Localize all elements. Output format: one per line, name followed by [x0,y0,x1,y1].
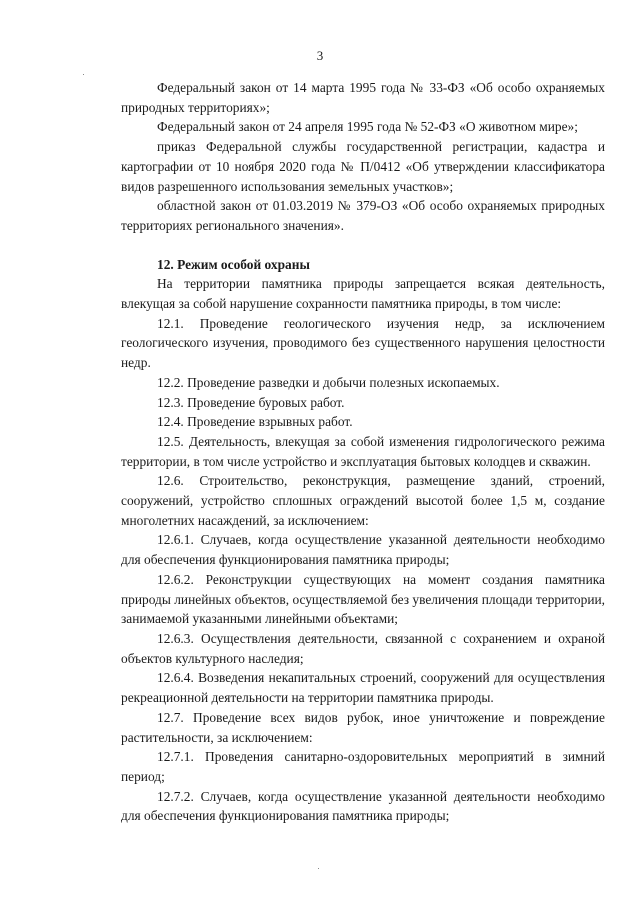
clause-12-4: 12.4. Проведение взрывных работ. [157,414,353,430]
clause-12-6-1: 12.6.1. Случаев, когда осуществление указанной деятельности необходимо для обеспечения функционирования памятника природы; [121,532,605,568]
scan-speck [83,74,84,75]
clause-12-7: 12.7. Проведение всех видов рубок, иное уничтожение и повреждение растительности, за исключением: [121,709,605,745]
law-paragraph-3: приказ Федеральной службы государственной регистрации, кадастра и картографии от 10 ноября 2020 года № П/0412 «Об утверждении классификатора видов разрешенного использования земельных участков»; [121,139,605,194]
section-intro: На территории памятника природы запрещается всякая деятельность, влекущая за собой нарушение сохранности памятника природы, в том числе: [121,276,605,312]
law-paragraph-2: Федеральный закон от 24 апреля 1995 года № 52-ФЗ «О животном мире»; [157,119,578,135]
document-body [121,78,605,826]
clause-12-6: 12.6. Строительство, реконструкция, размещение зданий, строений, сооружений, устройство сплошных ограждений высотой более 1,5 м, создание многолетних насаждений, за исключением: [121,473,605,528]
scan-speck [318,868,319,869]
clause-12-2: 12.2. Проведение разведки и добычи полезных ископаемых. [157,374,500,390]
clause-12-7-2: 12.7.2. Случаев, когда осуществление указанной деятельности необходимо для обеспечения функционирования памятника природы; [121,788,605,824]
clause-12-6-3: 12.6.3. Осуществления деятельности, связанной с сохранением и охраной объектов культурного наследия; [121,630,605,666]
clause-12-1: 12.1. Проведение геологического изучения недр, за исключением геологического изучения, проводимого без существенного нарушения целостности недр. [121,315,605,371]
clause-12-6-4: 12.6.4. Возведения некапитальных строений, сооружений для осуществления рекреационной деятельности на территории памятника природы. [121,670,605,706]
clause-12-6-2: 12.6.2. Реконструкции существующих на момент создания памятника природы линейных объектов, осуществляемой без увеличения площади территории, занимаемой указанными линейными объектами; [121,571,605,627]
page-number: 3 [316,48,324,63]
section-heading: 12. Режим особой охраны [157,256,310,272]
clause-12-7-1: 12.7.1. Проведения санитарно-оздоровительных мероприятий в зимний период; [121,749,605,784]
law-paragraph-4: областной закон от 01.03.2019 № 379-ОЗ «Об особо охраняемых природных территориях регионального значения». [121,198,605,233]
clause-12-3: 12.3. Проведение буровых работ. [157,394,345,410]
law-paragraph-1: Федеральный закон от 14 марта 1995 года № 33-ФЗ «Об особо охраняемых природных территориях»; [121,80,605,115]
clause-12-5: 12.5. Деятельность, влекущая за собой изменения гидрологического режима территории, в том числе устройство и эксплуатация бытовых колодцев и скважин. [121,433,605,469]
